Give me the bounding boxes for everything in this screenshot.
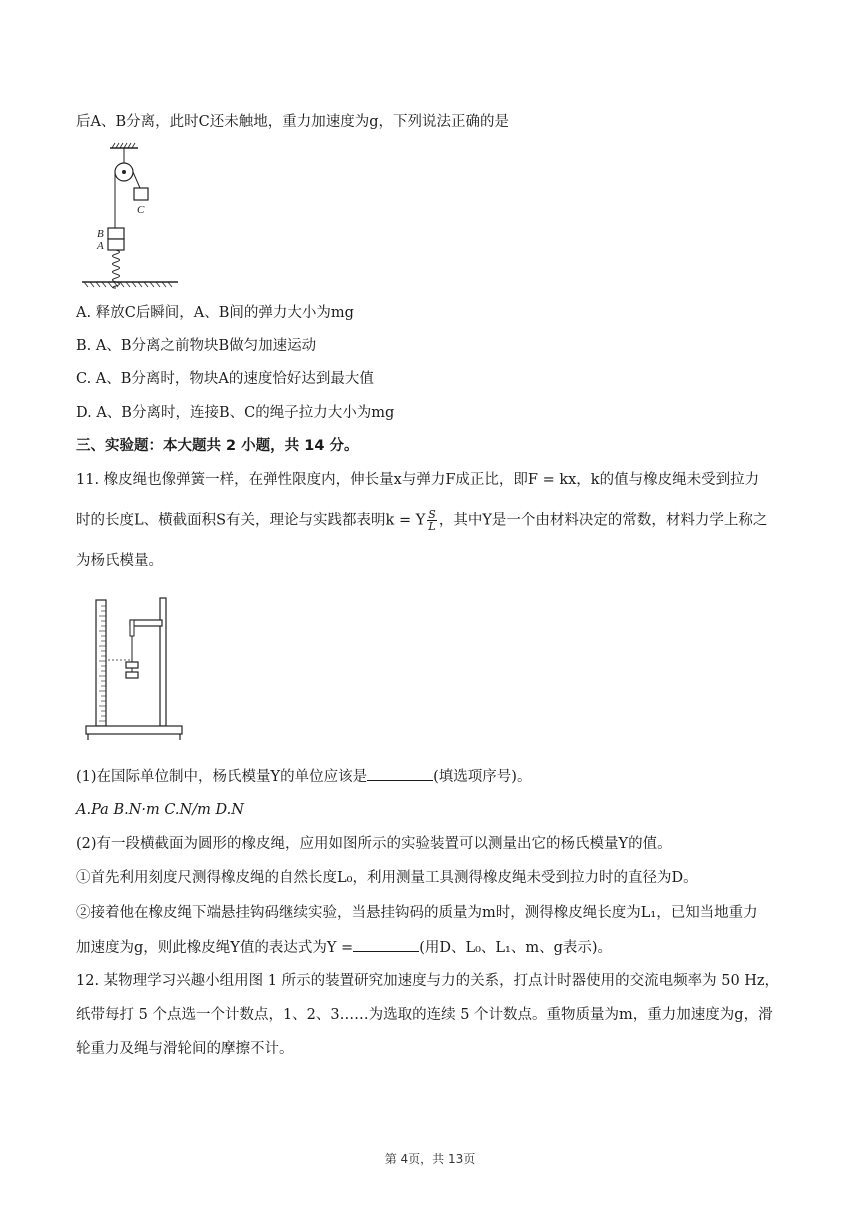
q11-part-2: (2)有一段横截面为圆形的橡皮绳，应用如图所示的实验装置可以测量出它的杨氏模量Y的值。 — [76, 836, 672, 852]
q11-step-2-cont — [76, 937, 612, 958]
option-c: C. A、B分离时，物块A的速度恰好达到最大值 — [76, 371, 374, 387]
label-c: C — [137, 204, 145, 216]
q11-step-2-post: (用D、L₀、L₁、m、g表示)。 — [419, 940, 613, 956]
q12-line-2: 纸带每打 5 个点选一个计数点，1、2、3……为选取的连续 5 个计数点。重物质量为m，重力加速度为g，滑 — [76, 1007, 773, 1023]
question-10-stem-end: 后A、B分离，此时C还未触地，重力加速度为g，下列说法正确的是 — [76, 114, 510, 130]
q11-part-1-post: (填选项序号)。 — [433, 769, 532, 785]
q11-step-2: ②接着他在橡皮绳下端悬挂钩码继续实验，当悬挂钩码的质量为m时，测得橡皮绳长度为L₁，已知当地重力 — [76, 905, 758, 921]
option-a: A. 释放C后瞬间，A、B间的弹力大小为mg — [76, 305, 354, 321]
q11-part-1 — [76, 766, 531, 787]
q11-step-2-pre: 加速度为g，则此橡皮绳Y值的表达式为Y = — [76, 940, 354, 956]
q11-step-1: ①首先利用刻度尺测得橡皮绳的自然长度L₀，利用测量工具测得橡皮绳未受到拉力时的直径为D。 — [76, 870, 698, 886]
answer-blank-1[interactable] — [367, 766, 433, 781]
fraction-denominator: L — [428, 520, 436, 533]
label-b: B — [97, 228, 104, 240]
option-d: D. A、B分离时，连接B、C的绳子拉力大小为mg — [76, 405, 395, 421]
q12-line-3: 轮重力及绳与滑轮间的摩擦不计。 — [76, 1041, 294, 1057]
q11-line-2 — [76, 509, 767, 532]
q11-part-1-pre: (1)在国际单位制中，杨氏模量Y的单位应该是 — [76, 769, 368, 785]
q11-line-2-post: ，其中Y是一个由材料决定的常数，材料力学上称之 — [438, 512, 768, 529]
answer-blank-2[interactable] — [353, 937, 419, 952]
rubber-band-apparatus-figure — [82, 590, 192, 742]
q11-line-1: 11. 橡皮绳也像弹簧一样，在弹性限度内，伸长量x与弹力F成正比，即F = kx，k的值与橡皮绳未受到拉力 — [76, 472, 760, 488]
option-b: B. A、B分离之前物块B做匀加速运动 — [76, 338, 317, 354]
pulley-spring-figure — [78, 142, 188, 292]
section-heading: 三、实验题：本大题共 2 小题，共 14 分。 — [76, 438, 359, 454]
fraction-s-over-l — [427, 509, 437, 532]
page-number: 第 4页，共 13页 — [384, 1152, 476, 1166]
q12-line-1: 12. 某物理学习兴趣小组用图 1 所示的装置研究加速度与力的关系，打点计时器使用的交流电频率为 50 Hz， — [76, 973, 780, 989]
q11-line-3: 为杨氏模量。 — [76, 553, 163, 569]
fraction-numerator: S — [428, 508, 436, 521]
label-a: A — [97, 240, 104, 252]
q11-line-2-pre: 时的长度L、横截面积S有关，理论与实践都表明k = Y — [76, 512, 426, 529]
q11-options: A.Pa B.N·m C.N/m D.N — [76, 802, 244, 818]
